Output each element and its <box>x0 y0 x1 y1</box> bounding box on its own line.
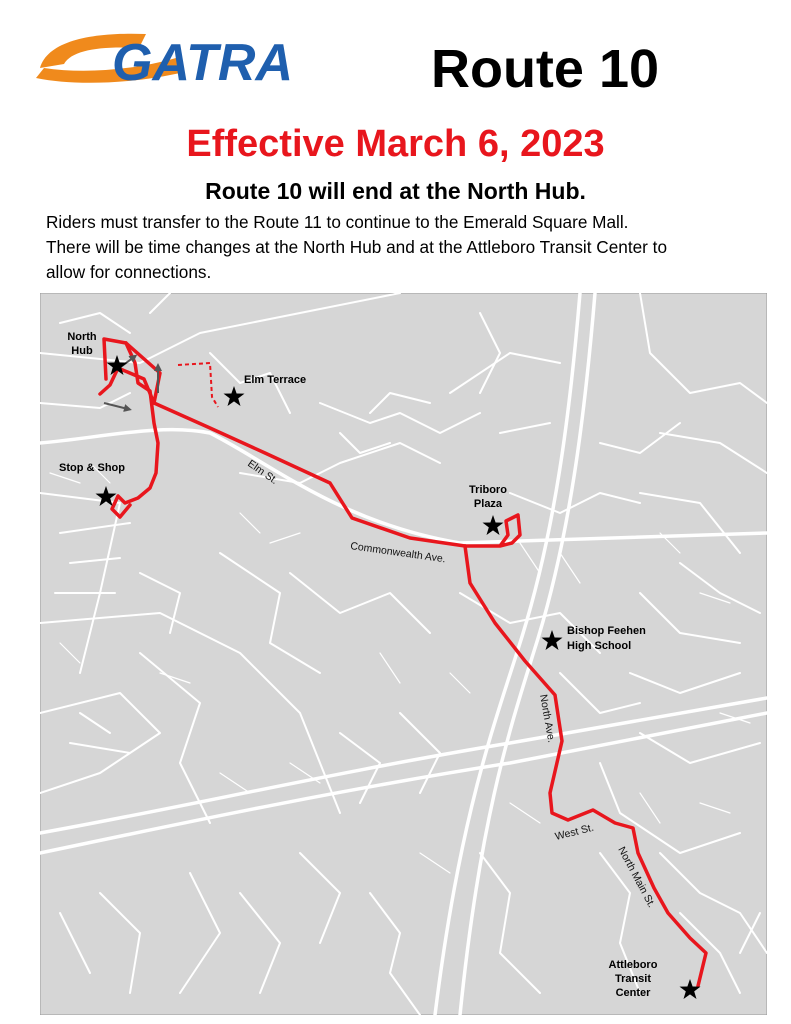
headline: Route 10 will end at the North Hub. <box>205 178 586 204</box>
stop-label-attleboro-2: Transit <box>614 973 652 985</box>
notice-text <box>46 210 766 285</box>
stop-label-attleboro-1: Attleboro <box>608 959 658 971</box>
street-label-north-main: North Main St. <box>615 844 658 910</box>
street-label-north-ave: North Ave. <box>537 693 558 744</box>
notice-line-2: There will be time changes at the North Hub and at the Attleboro Transit Center to <box>46 237 667 257</box>
stop-label-north-hub-1: North <box>67 331 97 343</box>
stop-label-bishop-feehen-2: High School <box>567 640 632 652</box>
stop-label-triboro-2: Plaza <box>473 498 503 510</box>
stop-label-stop-and-shop: Stop & Shop <box>59 462 125 474</box>
notice-line-3: allow for connections. <box>46 262 212 282</box>
gatra-logo <box>34 28 316 90</box>
street-label-west: West St. <box>553 821 596 843</box>
route-title: Route 10 <box>430 39 660 99</box>
street-label-elm: Elm St. <box>245 457 280 487</box>
stop-label-attleboro-3: Center <box>615 987 651 999</box>
street-label-commonwealth: Commonwealth Ave. <box>349 540 447 566</box>
notice-line-1: Riders must transfer to the Route 11 to continue to the Emerald Square Mall. <box>46 212 629 232</box>
route-map[interactable] <box>40 293 767 1015</box>
stop-label-north-hub-2: Hub <box>71 345 93 357</box>
stop-label-elm-terrace: Elm Terrace <box>244 374 307 386</box>
effective-date: Effective March 6, 2023 <box>186 123 605 165</box>
stop-label-bishop-feehen-1: Bishop Feehen <box>567 625 646 637</box>
logo-text: GATRA <box>112 34 294 90</box>
stop-label-triboro-1: Triboro <box>469 484 507 496</box>
map-background <box>40 293 767 1015</box>
